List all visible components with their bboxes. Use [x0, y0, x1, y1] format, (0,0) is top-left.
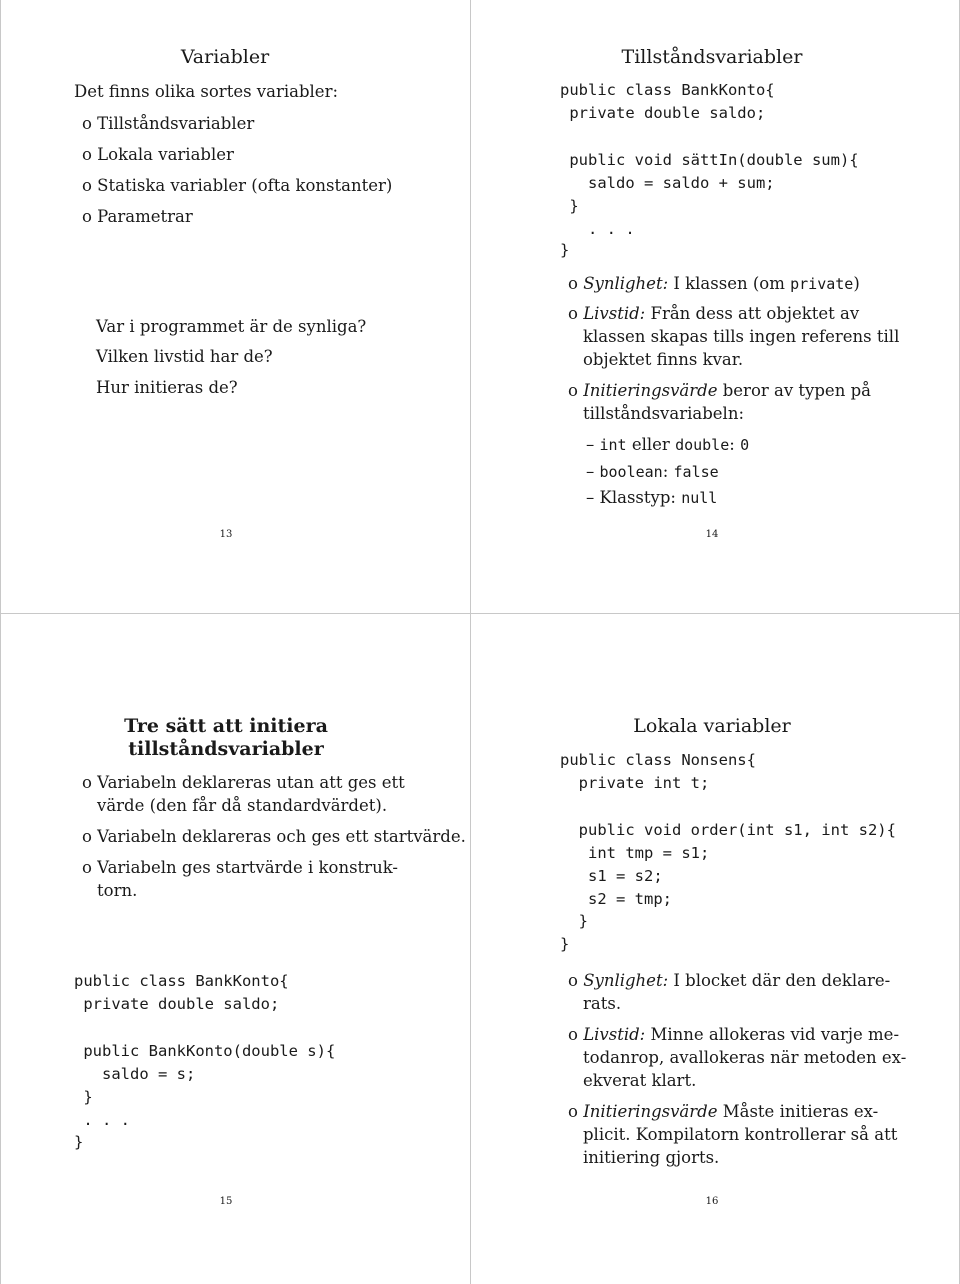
question: Vilken livstid har de?: [96, 347, 273, 366]
slide-title-line: tillståndsvariabler: [128, 738, 324, 760]
list-item-cont: värde (den får då standardvärdet).: [97, 796, 388, 815]
code-line: . . .: [560, 220, 635, 238]
code-line: private int t;: [560, 774, 710, 792]
code-line: private double saldo;: [74, 995, 280, 1013]
lifetime-line: todanrop, avallokeras när metoden ex-: [583, 1048, 907, 1067]
code-keyword: int: [599, 436, 627, 454]
separator: :: [662, 462, 674, 481]
code-line: }: [74, 1133, 84, 1151]
code-line: }: [560, 241, 570, 259]
code-keyword: boolean: [599, 463, 663, 481]
code-line: public void sättIn(double sum){: [560, 151, 859, 169]
bullet: o: [568, 381, 584, 400]
bullet: o: [568, 274, 584, 293]
sub-text: Klasstyp:: [599, 488, 682, 507]
visibility-text: I klassen (om: [668, 274, 791, 293]
slide-title-line: Tre sätt att initiera: [124, 715, 328, 737]
code-line: s2 = tmp;: [560, 890, 672, 908]
init-text: Måste initieras ex-: [717, 1102, 879, 1121]
visibility-close: ): [853, 274, 860, 293]
code-line: private double saldo;: [560, 104, 766, 122]
sub-item: [586, 488, 717, 508]
code-line: }: [560, 197, 579, 215]
init-line: [568, 1102, 878, 1122]
code-line: public class Nonsens{: [560, 751, 756, 769]
lifetime-text: Från dess att objektet av: [645, 304, 860, 323]
slide-15: [0, 614, 470, 1284]
lifetime-line: klassen skapas tills ingen referens till: [583, 327, 900, 346]
init-line: tillståndsvariabeln:: [583, 404, 745, 423]
init-text: beror av typen på: [717, 381, 871, 400]
visibility-label: Synlighet:: [583, 971, 669, 990]
visibility-text: I blocket där den deklare-: [668, 971, 891, 990]
dash: –: [586, 488, 595, 507]
code-line: int tmp = s1;: [560, 844, 710, 862]
list-item: o Parametrar: [82, 207, 193, 226]
slide-13: [0, 0, 470, 613]
visibility-line: [568, 274, 860, 294]
visibility-label: Synlighet:: [583, 274, 669, 293]
code-line: public BankKonto(double s){: [74, 1042, 336, 1060]
slide-title: Lokala variabler: [633, 715, 791, 737]
code-line: public void order(int s1, int s2){: [560, 821, 896, 839]
sub-text: eller: [626, 435, 676, 454]
sub-item: [586, 435, 749, 455]
lifetime-label: Livstid:: [583, 304, 646, 323]
intro-text: Det finns olika sortes variabler:: [74, 82, 339, 101]
slide-title: Tillståndsvariabler: [621, 46, 803, 68]
bullet: o: [568, 1102, 584, 1121]
visibility-line: rats.: [583, 994, 622, 1013]
init-label: Initieringsvärde: [583, 1102, 718, 1121]
slide-16: [470, 614, 960, 1284]
code-keyword: private: [790, 275, 854, 293]
default-value: false: [673, 463, 719, 481]
init-line: initiering gjorts.: [583, 1148, 720, 1167]
bullet: o: [568, 1025, 584, 1044]
bullet: o: [568, 304, 584, 323]
code-line: public class BankKonto{: [74, 972, 289, 990]
visibility-line: [568, 971, 890, 991]
code-line: . . .: [74, 1111, 130, 1129]
list-item: o Variabeln deklareras utan att ges ett: [82, 773, 405, 792]
list-item: o Variabeln deklareras och ges ett startvärde.: [82, 827, 466, 846]
code-line: }: [74, 1088, 93, 1106]
code-keyword: double: [675, 436, 730, 454]
list-item: o Statiska variabler (ofta konstanter): [82, 176, 393, 195]
code-line: }: [560, 935, 570, 953]
dash: –: [586, 462, 595, 481]
init-line: plicit. Kompilatorn kontrollerar så att: [583, 1125, 898, 1144]
page-number: 13: [219, 529, 233, 540]
lifetime-line: [568, 1025, 899, 1045]
code-line: }: [560, 912, 588, 930]
code-line: public class BankKonto{: [560, 81, 775, 99]
page-number: 16: [705, 1196, 719, 1207]
list-item-cont: torn.: [97, 881, 138, 900]
page-number: 14: [705, 529, 719, 540]
bullet: o: [568, 971, 584, 990]
init-label: Initieringsvärde: [583, 381, 718, 400]
lifetime-text: Minne allokeras vid varje me-: [645, 1025, 900, 1044]
page-number: 15: [219, 1196, 233, 1207]
separator: :: [729, 435, 741, 454]
question: Hur initieras de?: [96, 378, 238, 397]
lifetime-line: ekverat klart.: [583, 1071, 697, 1090]
init-line: [568, 381, 871, 401]
sub-item: [586, 462, 719, 482]
dash: –: [586, 435, 595, 454]
default-value: null: [681, 489, 718, 507]
default-value: 0: [740, 436, 750, 454]
question: Var i programmet är de synliga?: [96, 317, 367, 336]
slide-title: Variabler: [180, 46, 270, 68]
list-item: o Tillståndsvariabler: [82, 114, 255, 133]
lifetime-line: objektet finns kvar.: [583, 350, 744, 369]
code-line: s1 = s2;: [560, 867, 663, 885]
lifetime-label: Livstid:: [583, 1025, 646, 1044]
list-item: o Lokala variabler: [82, 145, 234, 164]
code-line: saldo = saldo + sum;: [560, 174, 775, 192]
lifetime-line: [568, 304, 859, 324]
list-item: o Variabeln ges startvärde i konstruk-: [82, 858, 398, 877]
code-line: saldo = s;: [74, 1065, 196, 1083]
slide-14: [470, 0, 960, 613]
